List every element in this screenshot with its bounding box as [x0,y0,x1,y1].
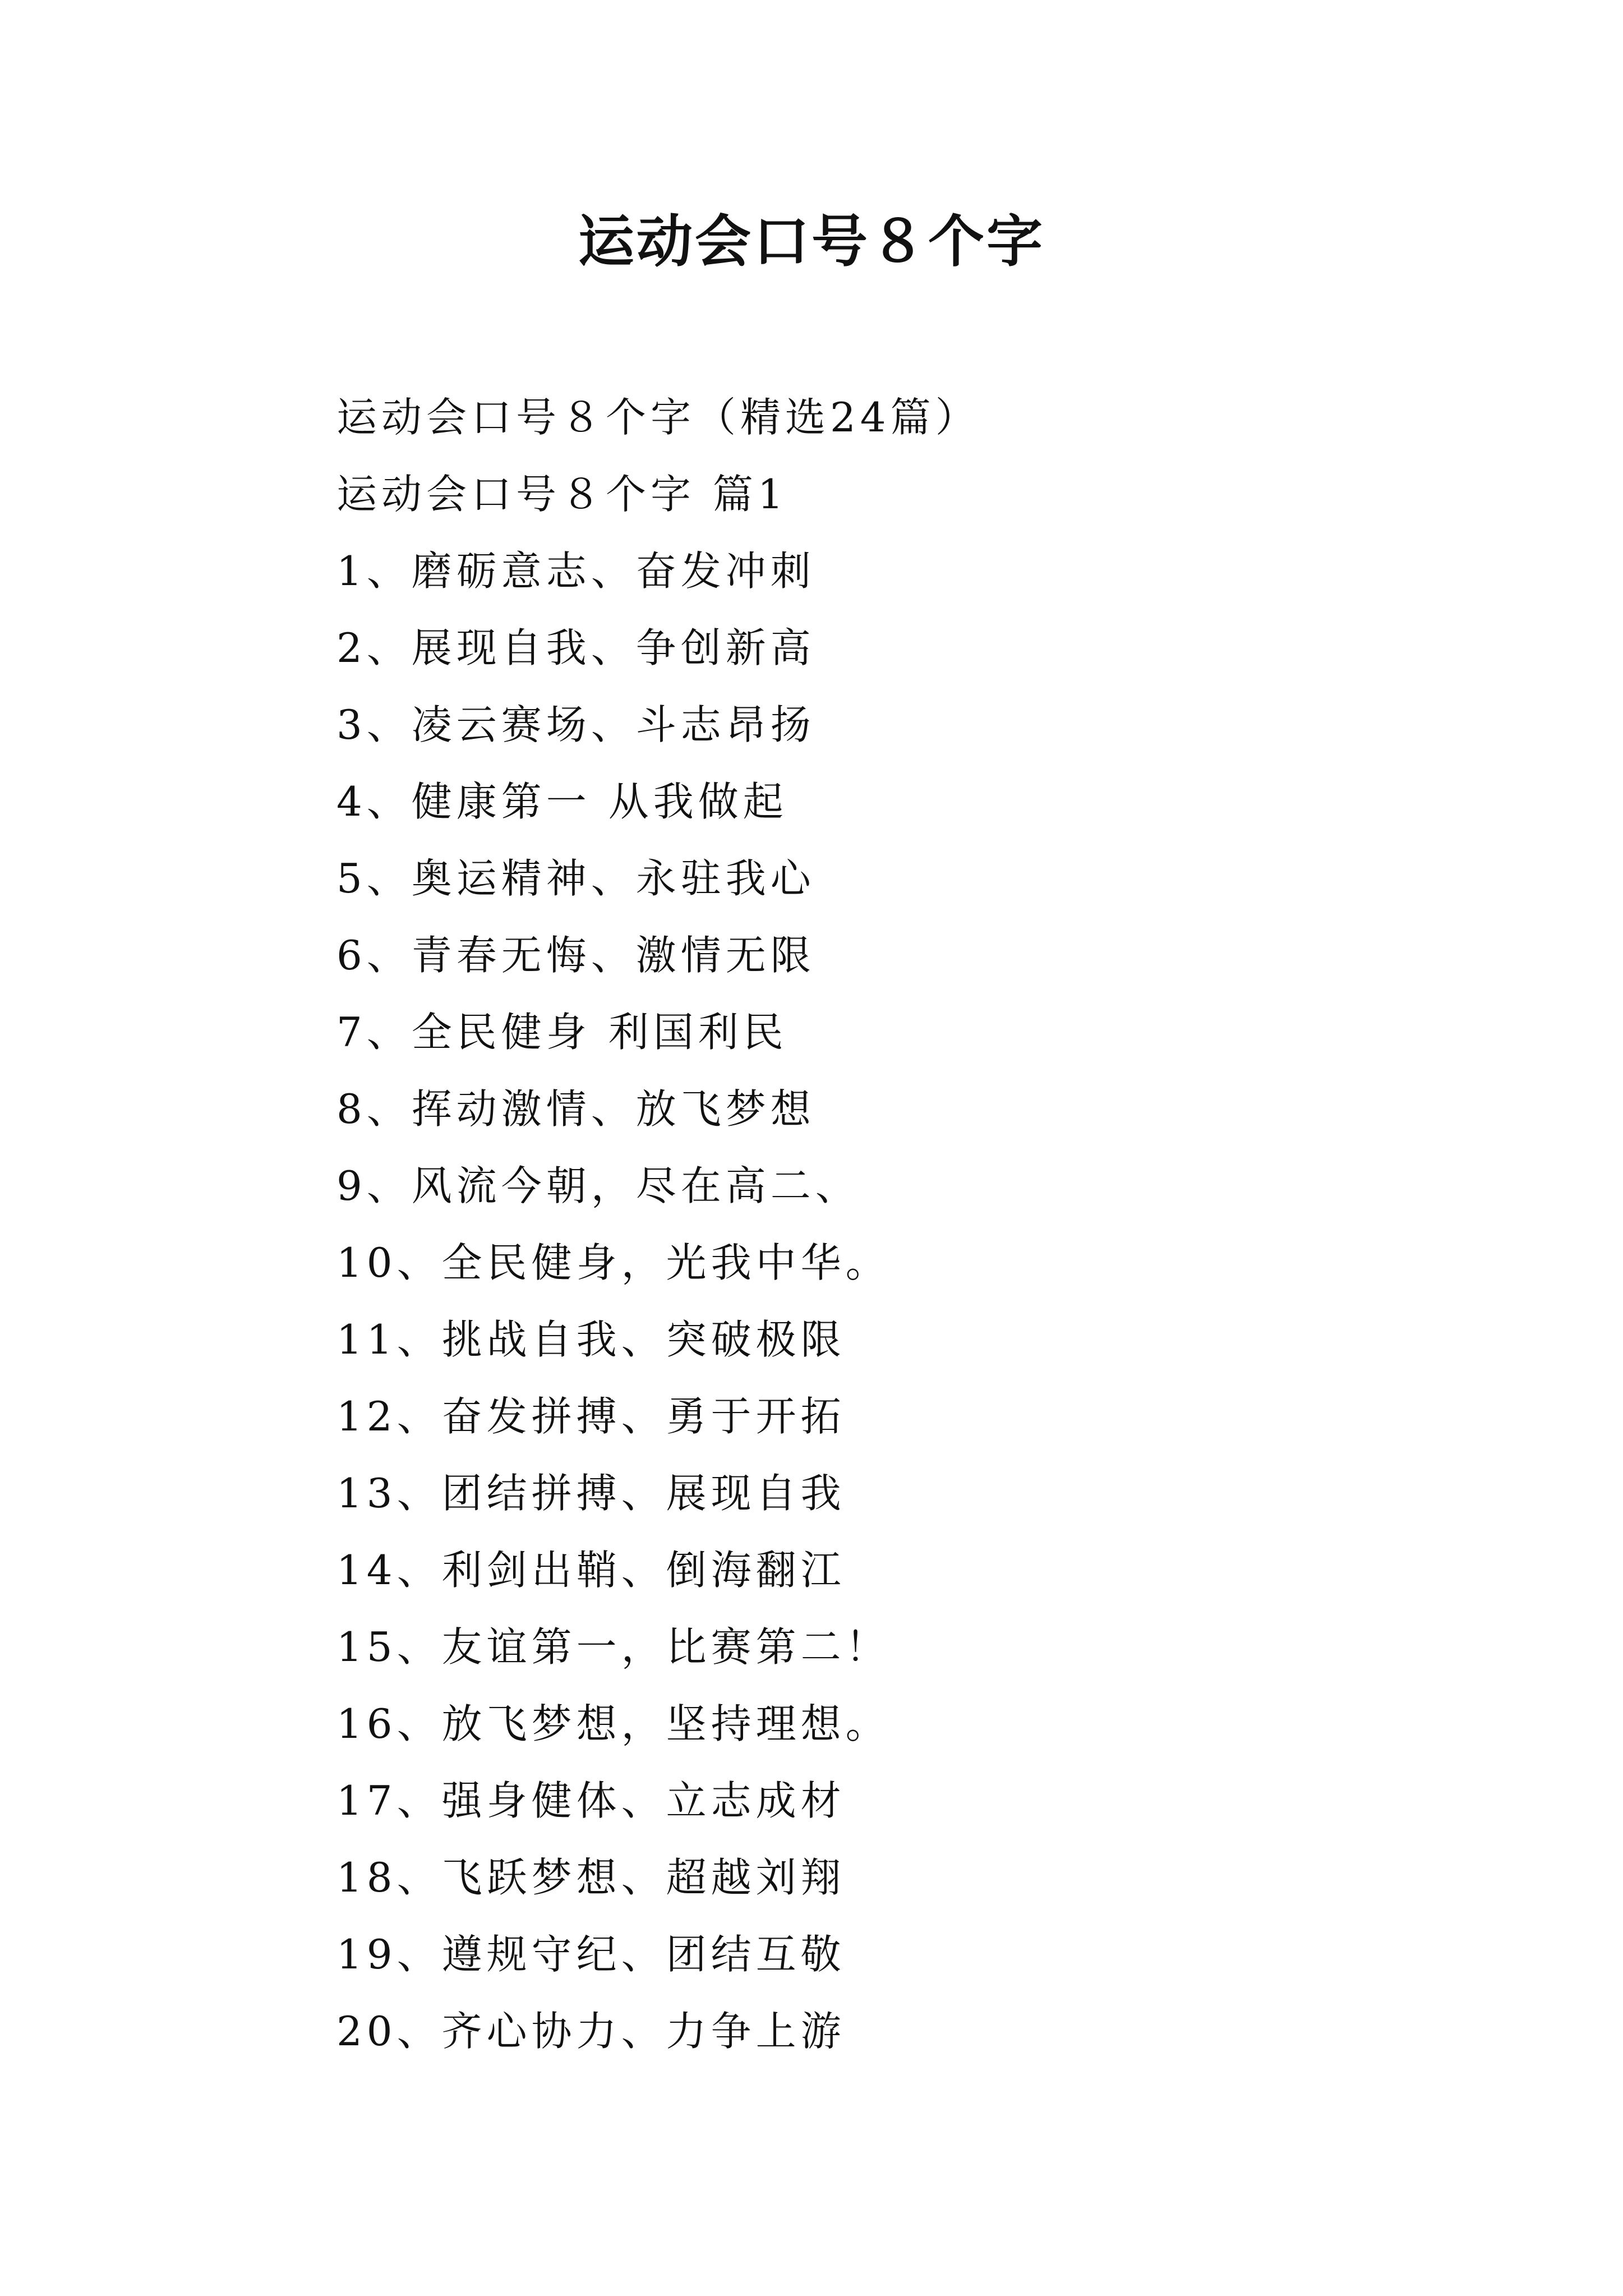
slogan-item-9: 9、风流今朝，尽在高二、 [336,1162,860,1209]
slogan-item-14: 14、利剑出鞘、倒海翻江 [336,1547,846,1594]
document-title: 运动会口号８个字 [578,208,1045,274]
slogan-item-3: 3、凌云赛场、斗志昂扬 [336,701,815,748]
slogan-item-8: 8、挥动激情、放飞梦想 [336,1085,815,1133]
slogan-item-17: 17、强身健体、立志成材 [336,1777,846,1824]
slogan-item-12: 12、奋发拼搏、勇于开拓 [336,1393,846,1440]
slogan-item-19: 19、遵规守纪、团结互敬 [336,1931,846,1978]
slogan-item-18: 18、飞跃梦想、超越刘翔 [336,1854,846,1901]
slogan-item-15: 15、友谊第一，比赛第二！ [336,1623,891,1671]
slogan-item-5: 5、奥运精神、永驻我心 [336,855,815,902]
section-heading: 运动会口号８个字 篇1 [336,471,788,518]
slogan-item-20: 20、齐心协力、力争上游 [336,2008,846,2055]
document-body [336,379,1514,2070]
slogan-item-11: 11、挑战自我、突破极限 [336,1316,846,1363]
slogan-item-6: 6、青春无悔、激情无限 [336,932,815,979]
slogan-item-2: 2、展现自我、争创新高 [336,624,815,671]
slogan-item-13: 13、团结拼搏、展现自我 [336,1470,846,1517]
slogan-item-10: 10、全民健身，光我中华。 [336,1239,891,1286]
slogan-item-16: 16、放飞梦想，坚持理想。 [336,1700,891,1747]
slogan-item-7: 7、全民健身 利国利民 [336,1009,788,1056]
slogan-item-4: 4、健康第一 从我做起 [336,778,788,825]
document-subtitle: 运动会口号８个字（精选24篇） [336,394,980,441]
slogan-item-1: 1、磨砺意志、奋发冲刺 [336,547,815,595]
